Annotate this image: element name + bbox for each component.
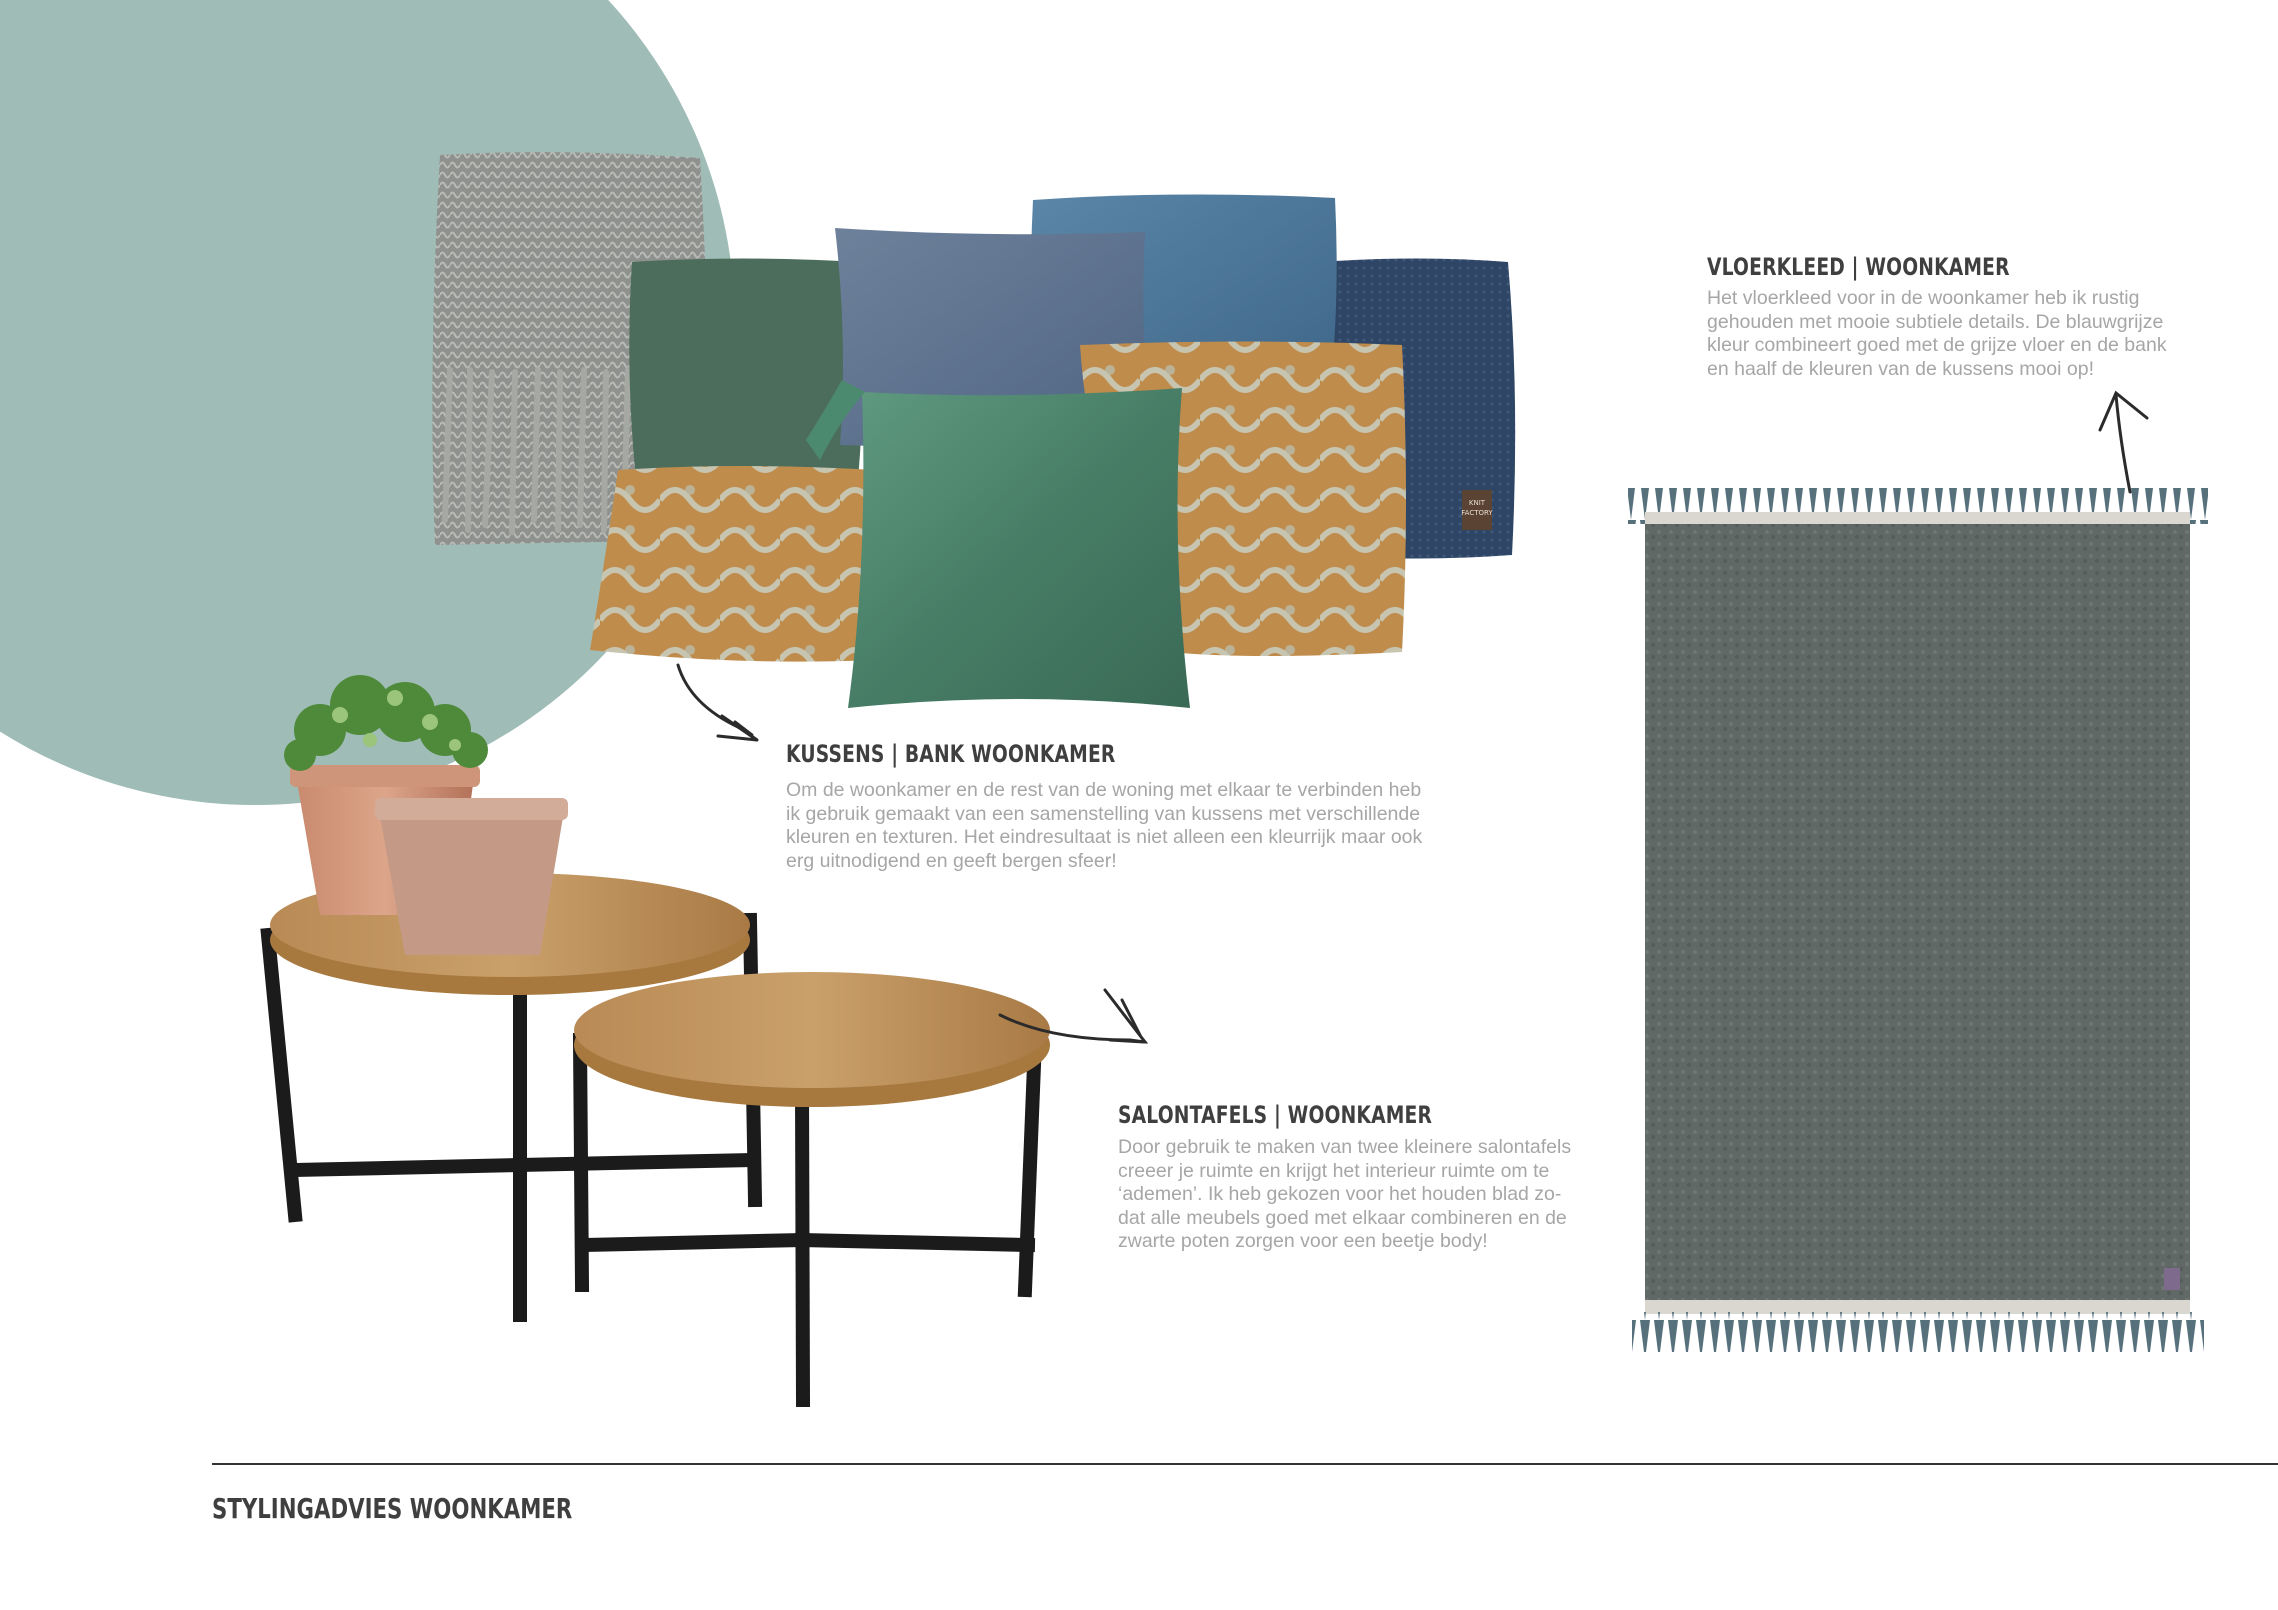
section-title: SALONTAFELS | WOONKAMER xyxy=(1118,1101,1433,1129)
body-line: ik gebruik gemaakt van een samenstelling van kussens met verschillende xyxy=(786,802,1421,825)
section-body xyxy=(1707,287,2167,381)
body-line: kleuren en texturen. Het eindresultaat is niet alleen een kleurrijk maar ook xyxy=(786,826,1423,848)
section-title: VLOERKLEED | WOONKAMER xyxy=(1707,253,2010,281)
footer-title: STYLINGADVIES WOONKAMER xyxy=(212,1492,573,1525)
body-line: gehouden met mooie subtiele details. De blauwgrijze xyxy=(1707,310,2164,333)
body-line: erg uitnodigend en geeft bergen sfeer! xyxy=(786,849,1117,872)
body-line: creeer je ruimte en krijgt het interieur ruimte om te xyxy=(1118,1159,1550,1182)
footer-rule xyxy=(212,1463,2278,1465)
section-kussens xyxy=(786,740,1422,873)
body-line: en haalf de kleuren van de kussens mooi op! xyxy=(1707,357,2095,380)
body-line: zwarte poten zorgen voor een beetje body! xyxy=(1118,1230,1488,1252)
svg-text:FACTORY: FACTORY xyxy=(1461,509,1493,517)
body-line: dat alle meubels goed met elkaar combineren en de xyxy=(1118,1206,1567,1229)
section-title: KUSSENS | BANK WOONKAMER xyxy=(786,740,1116,768)
section-body xyxy=(786,779,1422,873)
body-line: Om de woonkamer en de rest van de woning met elkaar te verbinden heb xyxy=(786,779,1422,801)
body-line: Het vloerkleed voor in de woonkamer heb ik rustig xyxy=(1707,287,2140,309)
body-line: Door gebruik te maken van twee kleinere salontafels xyxy=(1118,1136,1572,1158)
body-line: ‘ademen’. Ik heb gekozen voor het houden blad zo- xyxy=(1118,1183,1562,1205)
svg-text:KNIT: KNIT xyxy=(1468,499,1486,507)
section-salontafels xyxy=(1118,1101,1571,1254)
section-vloerkleed xyxy=(1707,253,2167,381)
section-body xyxy=(1118,1136,1571,1254)
body-line: kleur combineert goed met de grijze vloer en de bank xyxy=(1707,334,2167,356)
